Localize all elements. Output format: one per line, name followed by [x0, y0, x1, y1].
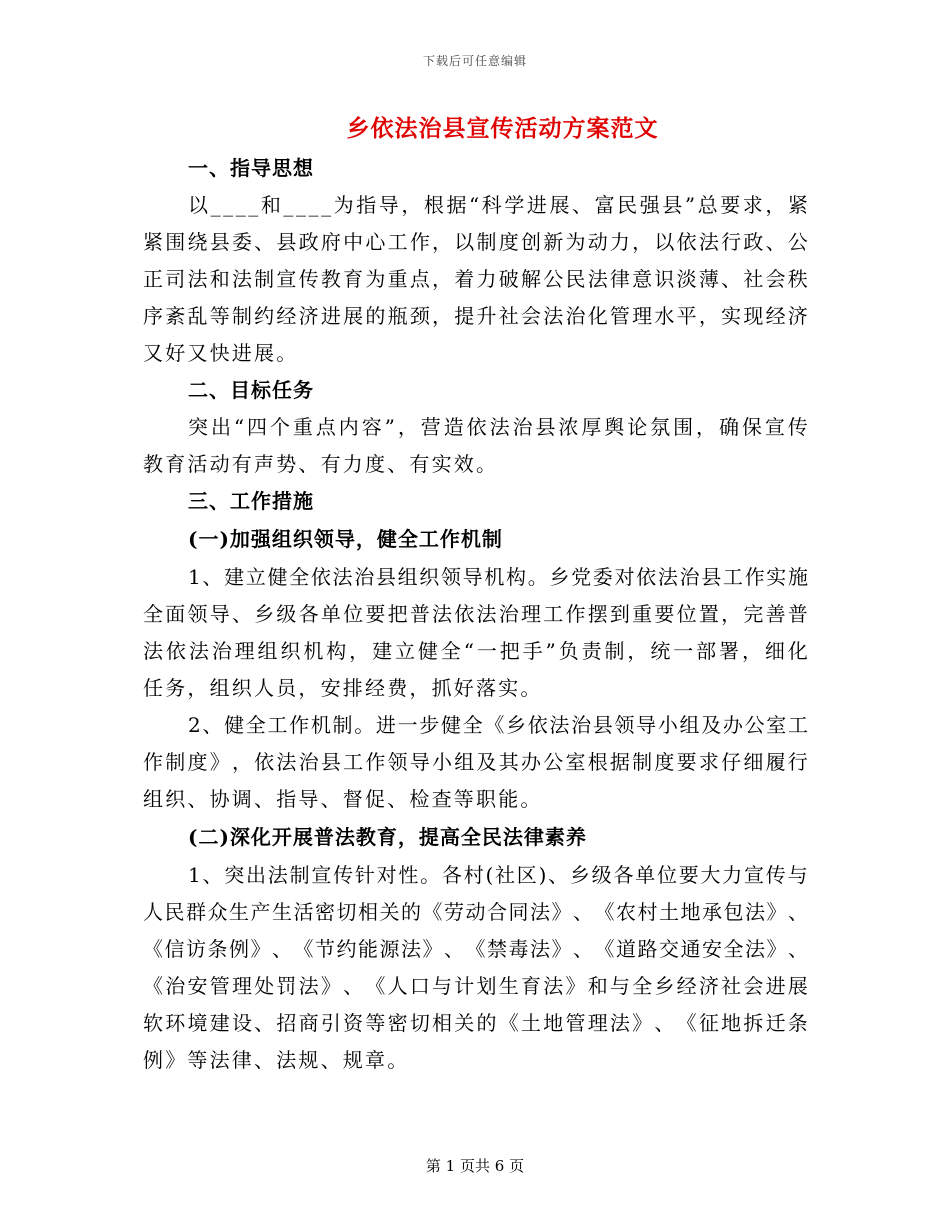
document-title: 乡依法治县宣传活动方案范文 [346, 115, 659, 142]
paragraph-line: 任务，组织人员，安排经费，抓好落实。 [143, 676, 543, 700]
paragraph-line: 正 司 法 和 法 制 宣 传 教 育 为 重 点 ， 着 力 破 解 公 民 法 律 意 识 淡 薄 、 社 会 秩 [143, 267, 808, 291]
paragraph-line: 2 、 健 全 工 作 机 制 。 进 一 步 健 全 《 乡 依 法 治 县 领 导 小 组 及 办 公 室 工 [188, 713, 808, 737]
section-subheading: (一)加强组织领导，健全工作机制 [188, 527, 503, 551]
paragraph [143, 707, 808, 818]
page-footer: 第 1 页共 6 页 [425, 1157, 525, 1175]
section-heading: 一、指导思想 [188, 156, 314, 180]
section-heading: 二、目标任务 [188, 378, 314, 402]
paragraph-line: 以 _ _ _ _ 和 _ _ _ _ 为 指 导 ， 根 据 “ 科 学 进 展 、 富 民 强 县 ” 总 要 求 ， 紧 [188, 193, 808, 217]
paragraph [143, 559, 808, 707]
paragraph-line: 突 出 “ 四 个 重 点 内 容 ” ， 营 造 依 法 治 县 浓 厚 舆 论 氛 围 ， 确 保 宣 传 [188, 415, 808, 439]
paragraph [143, 857, 808, 1079]
section-subheading: (二)深化开展普法教育，提高全民法律素养 [188, 825, 587, 849]
paragraph-line: 《 信 访 条 例 》 、 《 节 约 能 源 法 》 、 《 禁 毒 法 》 、 《 道 路 交 通 安 全 法 》 、 [143, 937, 808, 961]
paragraph-line: 软 环 境 建 设 、 招 商 引 资 等 密 切 相 关 的 《 土 地 管 理 法 》 、 《 征 地 拆 迁 条 [143, 1011, 808, 1035]
paragraph-line: 紧 围 绕 县 委 、 县 政 府 中 心 工 作 ， 以 制 度 创 新 为 动 力 ， 以 依 法 行 政 、 公 [143, 230, 808, 254]
paragraph-line: 1 、 建 立 健 全 依 法 治 县 组 织 领 导 机 构 。 乡 党 委 对 依 法 治 县 工 作 实 施 [188, 565, 808, 589]
paragraph-line: 组织、协调、指导、督促、检查等职能。 [143, 787, 543, 811]
paragraph-line: 法 依 法 治 理 组 织 机 构 ， 建 立 健 全 “ 一 把 手 ” 负 责 制 ， 统 一 部 署 ， 细 化 [143, 639, 808, 663]
paragraph-line: 又好又快进展。 [143, 341, 299, 365]
paragraph-line: 《 治 安 管 理 处 罚 法 》 、 《 人 口 与 计 划 生 育 法 》 和 与 全 乡 经 济 社 会 进 展 [143, 974, 808, 998]
paragraph [143, 409, 808, 483]
paragraph-line: 人 民 群 众 生 产 生 活 密 切 相 关 的 《 劳 动 合 同 法 》 、 《 农 村 土 地 承 包 法 》 、 [143, 900, 808, 924]
paragraph-line: 1 、 突 出 法 制 宣 传 针 对 性 。 各 村 ( 社 区 ) 、 乡 级 各 单 位 要 大 力 宣 传 与 [188, 863, 808, 887]
paragraph-line: 作 制 度 》 ， 依 法 治 县 工 作 领 导 小 组 及 其 办 公 室 根 据 制 度 要 求 仔 细 履 行 [143, 750, 808, 774]
document-body [143, 150, 808, 1079]
paragraph [143, 187, 808, 372]
section-heading: 三、工作措施 [188, 489, 314, 513]
paragraph-line: 序 紊 乱 等 制 约 经 济 进 展 的 瓶 颈 ， 提 升 社 会 法 治 化 管 理 水 平 ， 实 现 经 济 [143, 304, 808, 328]
paragraph-line: 例》等法律、法规、规章。 [143, 1048, 410, 1072]
paragraph-line: 教育活动有声势、有力度、有实效。 [143, 452, 499, 476]
header-note: 下载后可任意编辑 [422, 54, 527, 68]
paragraph-line: 全 面 领 导 、 乡 级 各 单 位 要 把 普 法 依 法 治 理 工 作 摆 到 重 要 位 置 ， 完 善 普 [143, 602, 808, 626]
